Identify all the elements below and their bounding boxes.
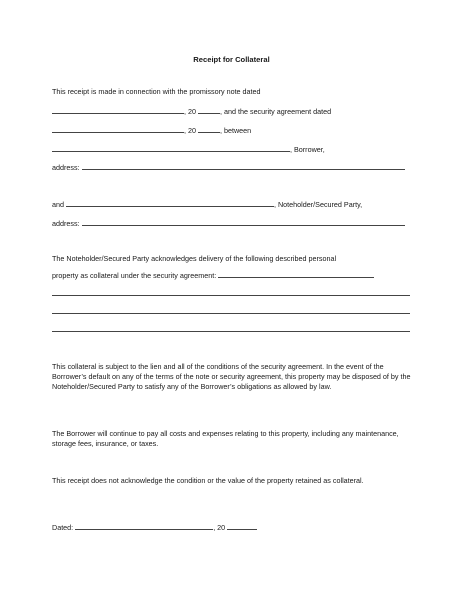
agreement-year-label: , 20 (184, 126, 196, 135)
borrower-address-blank[interactable] (82, 162, 405, 170)
collateral-rule[interactable] (52, 313, 410, 314)
borrower-label: , Borrower, (290, 145, 325, 154)
and-label: and (52, 200, 64, 209)
ack-text-2: property as collateral under the security agreement: (52, 271, 217, 280)
dated-label: Dated: (52, 523, 74, 532)
dated-date-blank[interactable] (75, 522, 213, 530)
intro-line (52, 87, 412, 96)
note-date-line (52, 106, 412, 116)
agreement-date-line (52, 125, 412, 135)
noteholder-address-blank[interactable] (82, 218, 405, 226)
dated-year-label: , 20 (213, 523, 226, 532)
noteholder-address-label: address: (52, 219, 80, 228)
noteholder-label: , Noteholder/Secured Party, (274, 200, 363, 209)
lien-paragraph: This collateral is subject to the lien and all of the conditions of the security agreement. In the event of the Borrower’s default on any of the terms of the note or security agreement, this property may be disposed of by the Noteholder/Secured Party to satisfy any of the Borrower’s obligations as allowed by law. (52, 362, 411, 391)
borrower-line (52, 144, 412, 154)
dated-year-blank[interactable] (227, 522, 257, 530)
collateral-description-blank[interactable] (218, 270, 374, 278)
dated-line (52, 522, 412, 532)
agreement-year-blank[interactable] (198, 125, 220, 133)
costs-paragraph: The Borrower will continue to pay all costs and expenses relating to this property, including any maintenance, storage fees, insurance, or taxes. (52, 429, 399, 448)
borrower-address-label: address: (52, 163, 80, 172)
ack-text-1: The Noteholder/Secured Party acknowledges delivery of the following described personal (52, 254, 337, 263)
acknowledgement-line-1 (52, 254, 412, 263)
note-year-blank[interactable] (198, 106, 220, 114)
acknowledgement-line-2 (52, 270, 412, 280)
borrower-address-line (52, 162, 412, 172)
collateral-rule[interactable] (52, 331, 410, 332)
noteholder-name-blank[interactable] (66, 199, 274, 207)
note-date-blank[interactable] (52, 106, 184, 114)
agreement-date-blank[interactable] (52, 125, 184, 133)
borrower-name-blank[interactable] (52, 144, 290, 152)
security-agreement-label: , and the security agreement dated (220, 107, 332, 116)
intro-text: This receipt is made in connection with the promissory note dated (52, 87, 261, 96)
condition-paragraph: This receipt does not acknowledge the condition or the value of the property retained as collateral. (52, 476, 364, 485)
collateral-rule[interactable] (52, 295, 410, 296)
between-label: , between (220, 126, 252, 135)
noteholder-address-line (52, 218, 412, 228)
note-year-label: , 20 (184, 107, 196, 116)
document-title: Receipt for Collateral (193, 55, 270, 64)
noteholder-line (52, 199, 412, 209)
